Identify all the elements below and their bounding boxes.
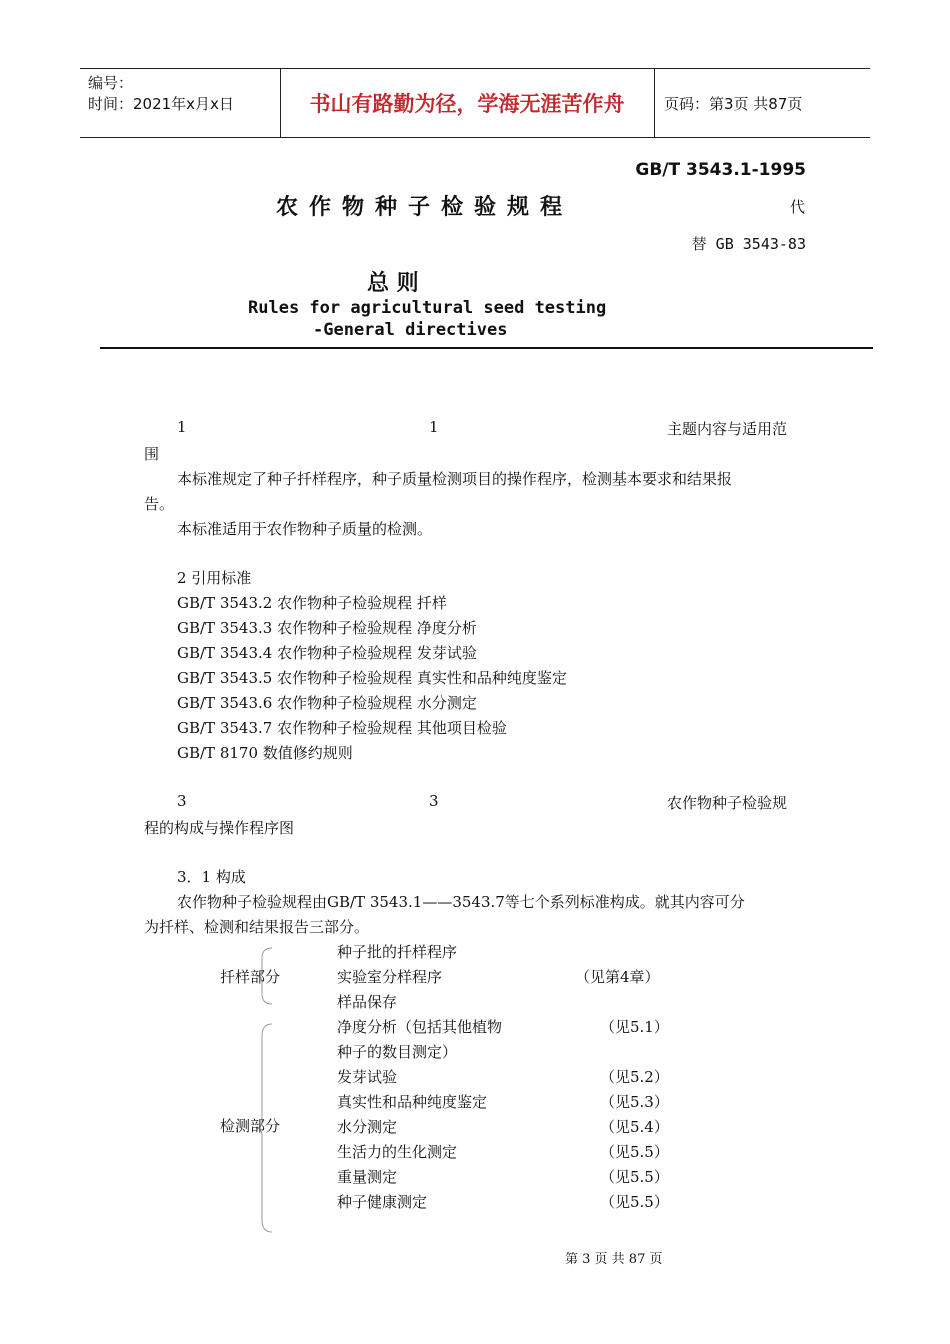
sampling-ref: （见第4章） (575, 968, 660, 986)
paragraph-cont: 告。 (144, 495, 175, 513)
sampling-item: 种子批的扦样程序 (337, 943, 458, 961)
reference-item: GB/T 3543.7 农作物种子检验规程 其他项目检验 (177, 719, 507, 737)
sec2-heading: 2 引用标准 (177, 569, 252, 587)
doc-subtitle: 总 则 (367, 271, 419, 296)
testing-item: 种子的数目测定） (337, 1043, 458, 1061)
english-title-line-1: Rules for agricultural seed testing (248, 298, 607, 318)
sec1-number: 1 (177, 418, 187, 436)
sampling-item: 样品保存 (337, 993, 398, 1011)
testing-item: 水分测定 (337, 1118, 398, 1136)
paragraph-cont: 为扦样、检测和结果报告三部分。 (144, 918, 370, 936)
paragraph: 本标准适用于农作物种子质量的检测。 (177, 520, 433, 538)
sec3-heading: 农作物种子检验规 (667, 794, 788, 812)
testing-item: 真实性和品种纯度鉴定 (337, 1093, 488, 1111)
testing-item: 发芽试验 (337, 1068, 398, 1086)
title-rule (100, 347, 873, 349)
testing-label: 检测部分 (220, 1117, 281, 1135)
testing-ref: （见5.4） (600, 1118, 669, 1136)
testing-ref: （见5.1） (600, 1018, 669, 1036)
testing-ref: （见5.5） (600, 1168, 669, 1186)
sec1-heading: 主题内容与适用范 (667, 420, 788, 438)
sec3-heading-cont: 程的构成与操作程序图 (144, 819, 295, 837)
sec1-number: 1 (429, 418, 439, 436)
header-box (80, 68, 870, 138)
sec3-number: 3 (429, 792, 439, 810)
doc-title: 农作物种子检验规程 (276, 195, 574, 220)
page-footer: 第 3 页 共 87 页 (565, 1252, 663, 1267)
page-info: 页码：第3页 共87页 (664, 94, 803, 113)
motto: 书山有路勤为径，学海无涯苦作舟 (309, 92, 625, 116)
reference-item: GB/T 3543.4 农作物种子检验规程 发芽试验 (177, 644, 477, 662)
reference-item: GB/T 8170 数值修约规则 (177, 744, 353, 762)
testing-ref: （见5.2） (600, 1068, 669, 1086)
sampling-label: 扦样部分 (220, 968, 281, 986)
number-label: 编号： (88, 74, 134, 92)
testing-ref: （见5.3） (600, 1093, 669, 1111)
sec1-heading-cont: 围 (144, 445, 160, 463)
header-divider (654, 69, 655, 137)
sampling-item: 实验室分样程序 (337, 968, 443, 986)
reference-item: GB/T 3543.5 农作物种子检验规程 真实性和品种纯度鉴定 (177, 669, 567, 687)
replace-note-1: 代 (790, 198, 806, 216)
testing-item: 净度分析（包括其他植物 (337, 1018, 503, 1036)
testing-item: 种子健康测定 (337, 1193, 428, 1211)
paragraph: 农作物种子检验规程由GB/T 3543.1——3543.7等七个系列标准构成。就其内容可分 (177, 893, 745, 911)
replace-note-2: 替 GB 3543-83 (691, 235, 806, 253)
reference-item: GB/T 3543.3 农作物种子检验规程 净度分析 (177, 619, 477, 637)
reference-item: GB/T 3543.2 农作物种子检验规程 扦样 (177, 594, 447, 612)
testing-ref: （见5.5） (600, 1193, 669, 1211)
header-left (88, 73, 234, 115)
testing-ref: （见5.5） (600, 1143, 669, 1161)
time-label: 时间：2021年x月x日 (88, 95, 234, 113)
testing-item: 重量测定 (337, 1168, 398, 1186)
english-title-line-2: -General directives (313, 320, 508, 340)
reference-item: GB/T 3543.6 农作物种子检验规程 水分测定 (177, 694, 477, 712)
standard-number: GB/T 3543.1-1995 (635, 160, 806, 180)
sec3-number: 3 (177, 792, 187, 810)
sec3-subheading: 3．1 构成 (177, 868, 246, 886)
testing-item: 生活力的生化测定 (337, 1143, 458, 1161)
paragraph: 本标准规定了种子扦样程序，种子质量检测项目的操作程序，检测基本要求和结果报 (177, 470, 733, 488)
